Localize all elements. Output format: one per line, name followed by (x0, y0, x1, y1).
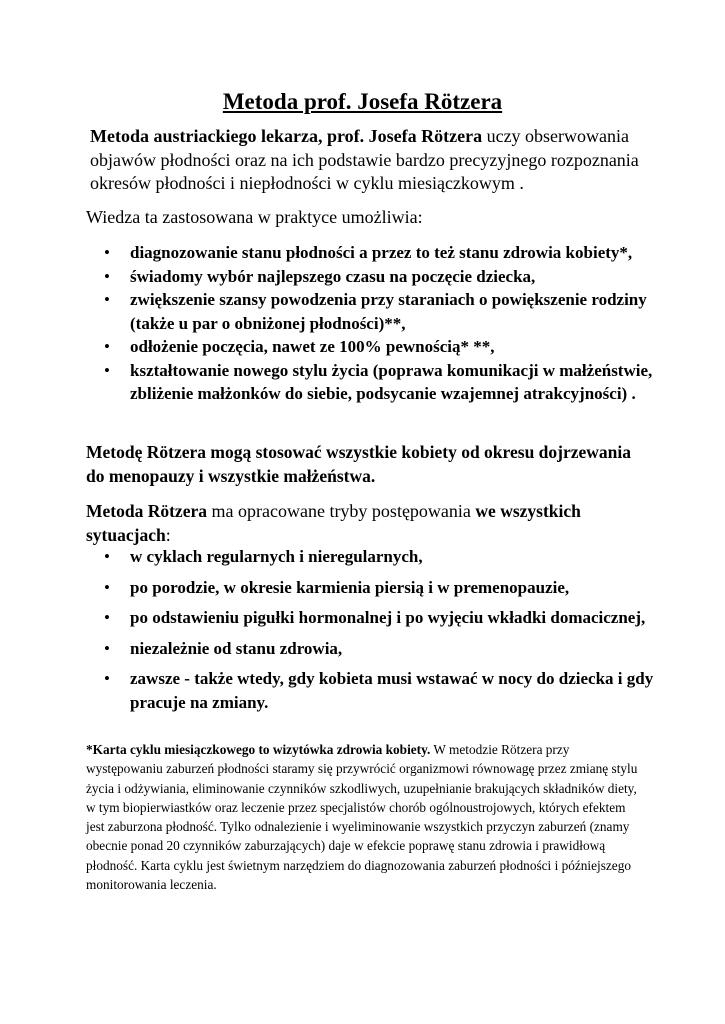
list-item-text: diagnozowanie stanu płodności a przez to też stanu zdrowia kobiety*, (130, 243, 633, 262)
list-item-text: kształtowanie nowego stylu życia (poprawa komunikacji w małżeństwie, zbliżenie małżonków do siebie, podsycanie wzajemnej atrakcyjności) . (130, 360, 653, 403)
list-item (86, 265, 656, 289)
modes-text: ma opracowane tryby postępowania (207, 501, 476, 521)
list-item (86, 288, 656, 335)
intro-bold: Metoda austriackiego lekarza, prof. Josefa Rötzera (90, 126, 483, 146)
modes-bold-2: we wszystkich sytuacjach (86, 501, 581, 545)
list-item (86, 637, 656, 661)
situations-list (86, 545, 656, 721)
list-item (86, 359, 656, 406)
list-item-text: zawsze - także wtedy, gdy kobieta musi wstawać w nocy do dziecka i gdy pracuje na zmiany. (130, 669, 654, 712)
bullet-icon: • (104, 577, 110, 597)
list-item-text: odłożenie poczęcia, nawet ze 100% pewnością* **, (130, 337, 495, 356)
benefits-list (86, 241, 656, 406)
footnote-text: W metodzie Rötzera przy występowaniu zaburzeń płodności staramy się przywrócić organizmowi równowagę przez zmianę stylu życia i odżywiania, eliminowanie czynników szkodliwych, uzupełnianie brakujących składników diety, w tym biopierwiastków oraz leczenie przez specjalistów chorób ogólnoustrojowych, których efektem jest zaburzona płodność. Tylko odnalezienie i wyeliminowanie wszystkich przyczyn zaburzeń (znamy obecnie ponad 20 czynników zaburzających) daje w efekcie poprawę stanu zdrowia i prawidłową płodność. Karta cyklu jest świetnym narzędziem do diagnozowania zaburzeń płodności i późniejszego monitorowania leczenia. (86, 742, 638, 893)
bullet-icon: • (104, 337, 110, 356)
bullet-icon: • (104, 608, 110, 627)
list-item-text: świadomy wybór najlepszego czasu na poczęcie dziecka, (130, 266, 536, 286)
bullet-icon: • (104, 547, 110, 566)
bullet-icon: • (104, 360, 110, 380)
page-title: Metoda prof. Josefa Rötzera (222, 89, 503, 114)
list-item (86, 241, 656, 265)
lead-paragraph: Wiedza ta zastosowana w praktyce umożliwia: (86, 207, 423, 227)
bullet-icon: • (104, 266, 110, 286)
who-paragraph: Metodę Rötzera mogą stosować wszystkie kobiety od okresu dojrzewania do menopauzy i wszystkie małżeństwa. (86, 442, 632, 486)
list-item (86, 576, 656, 600)
list-item-text: w cyklach regularnych i nieregularnych, (130, 547, 423, 566)
bullet-icon: • (104, 243, 110, 262)
bullet-icon: • (104, 638, 110, 658)
list-item-text: niezależnie od stanu zdrowia, (130, 638, 343, 658)
footnote (86, 740, 642, 894)
intro-paragraph (90, 125, 650, 196)
list-item (86, 667, 656, 714)
bullet-icon: • (104, 669, 110, 688)
modes-bold-1: Metoda Rötzera (86, 501, 207, 521)
list-item (86, 606, 656, 630)
bullet-icon: • (104, 290, 110, 309)
list-item (86, 545, 656, 569)
intro-text: uczy obserwowania objawów płodności oraz na ich podstawie bardzo precyzyjnego rozpoznania okresów płodności i niepłodności w cyklu miesiączkowym . (90, 126, 639, 193)
list-item (86, 335, 656, 359)
footnote-bold: *Karta cyklu miesiączkowego to wizytówka zdrowia kobiety. (86, 742, 431, 757)
modes-paragraph (86, 500, 646, 547)
list-item-text: po odstawieniu pigułki hormonalnej i po wyjęciu wkładki domacicznej, (130, 608, 646, 627)
modes-end: : (165, 524, 171, 545)
list-item-text: zwiększenie szansy powodzenia przy staraniach o powiększenie rodziny (także u par o obniżonej płodności)**, (130, 290, 647, 333)
list-item-text: po porodzie, w okresie karmienia piersią i w premenopauzie, (130, 577, 570, 597)
